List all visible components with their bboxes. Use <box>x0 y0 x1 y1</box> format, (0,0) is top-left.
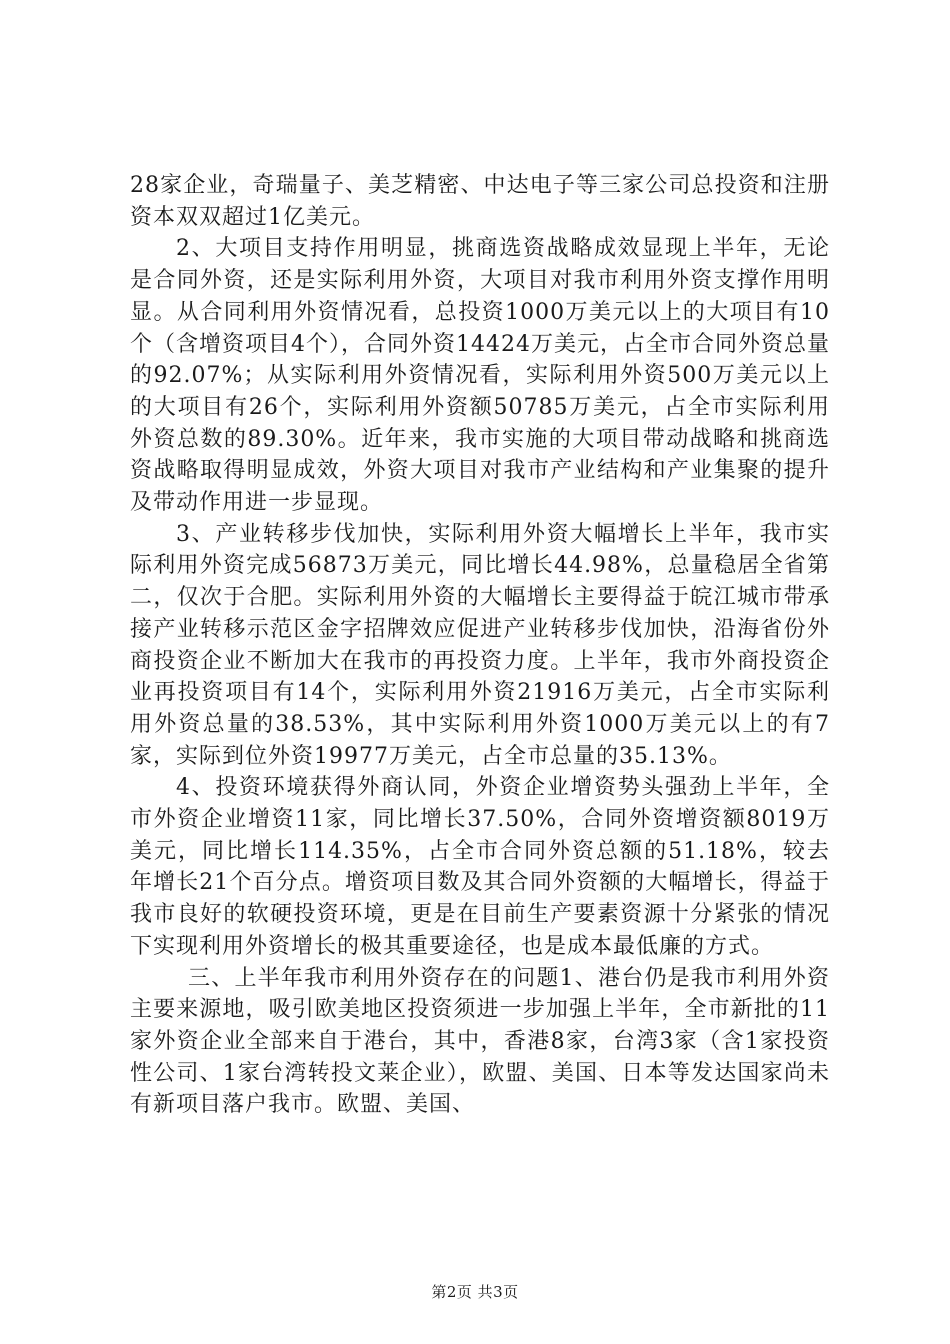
paragraph-investment-environment: 4、投资环境获得外商认同，外资企业增资势头强劲上半年，全市外资企业增资11家，同比增长37.50%，合同外资增资额8019万美元，同比增长114.35%，占全市合同外资总额的51.18%，较去年增长21个百分点。增资项目数及其合同外资额的大幅增长，得益于我市良好的软硬投资环境，更是在目前生产要素资源十分紧张的情况下实现利用外资增长的极其重要途径，也是成本最低廉的方式。 <box>130 775 830 959</box>
document-body <box>130 170 830 1121</box>
paragraph-problems: 三、上半年我市利用外资存在的问题1、港台仍是我市利用外资主要来源地，吸引欧美地区投资须进一步加强上半年，全市新批的11家外资企业全部来自于港台，其中，香港8家，台湾3家（含1家投资性公司、1家台湾转投文莱企业），欧盟、美国、日本等发达国家尚未有新项目落户我市。欧盟、美国、 <box>130 965 830 1118</box>
paragraph-industry-transfer: 3、产业转移步伐加快，实际利用外资大幅增长上半年，我市实际利用外资完成56873万美元，同比增长44.98%，总量稳居全省第二，仅次于合肥。实际利用外资的大幅增长主要得益于皖江城市带承接产业转移示范区金字招牌效应促进产业转移步伐加快，沿海省份外商投资企业不断加大在我市的再投资力度。上半年，我市外商投资企业再投资项目有14个，实际利用外资21916万美元，占全市实际利用外资总量的38.53%，其中实际利用外资1000万美元以上的有7家，实际到位外资19977万美元，占全市总量的35.13%。 <box>130 521 830 769</box>
paragraph-continuation: 28家企业，奇瑞量子、美芝精密、中达电子等三家公司总投资和注册资本双双超过1亿美元。 <box>130 173 830 230</box>
paragraph-large-projects: 2、大项目支持作用明显，挑商选资战略成效显现上半年，无论是合同外资，还是实际利用外资，大项目对我市利用外资支撑作用明显。从合同利用外资情况看，总投资1000万美元以上的大项目有10个（含增资项目4个），合同外资14424万美元，占全市合同外资总量的92.07%；从实际利用外资情况看，实际利用外资500万美元以上的大项目有26个，实际利用外资额50785万美元，占全市实际利用外资总数的89.30%。近年来，我市实施的大项目带动战略和挑商选资战略取得明显成效，外资大项目对我市产业结构和产业集聚的提升及带动作用进一步显现。 <box>130 236 830 516</box>
page-number-footer: 第2页 共3页 <box>431 1283 519 1301</box>
